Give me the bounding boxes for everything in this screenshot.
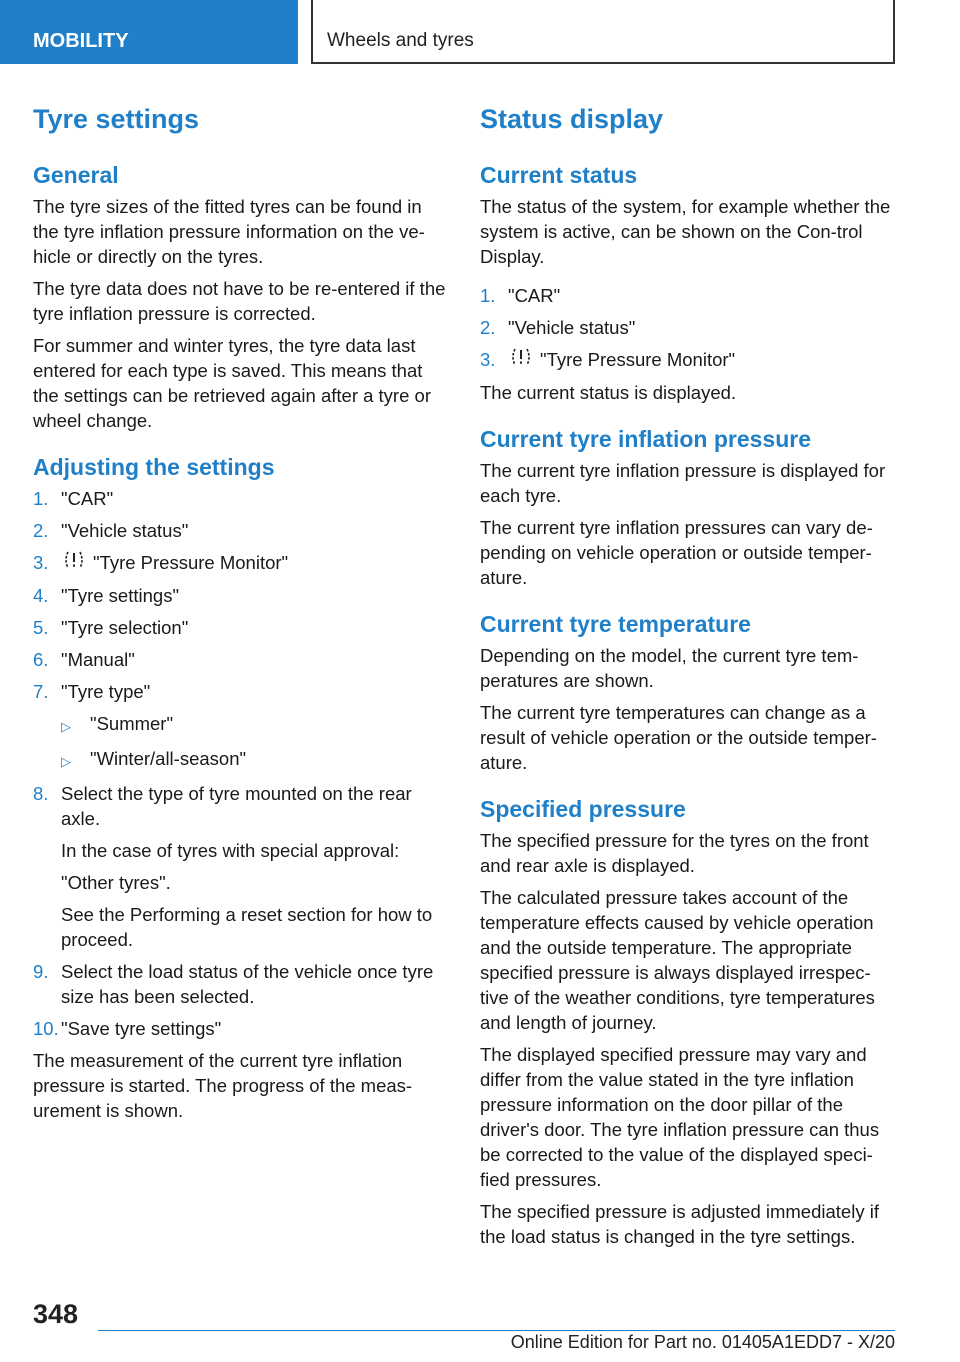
- edition-footer: Online Edition for Part no. 01405A1EDD7 - X/20: [510, 1332, 895, 1352]
- step-number: 9.: [33, 960, 49, 982]
- tyre-settings-title: Tyre settings: [33, 104, 200, 134]
- left-column: [33, 102, 448, 1142]
- general-heading: General: [33, 162, 119, 188]
- tyre-pressure-warning-icon: [510, 347, 532, 373]
- step-note: See the Performing a reset section for how to proceed.: [61, 903, 433, 950]
- triangle-bullet-icon: ▷: [61, 718, 71, 734]
- adjusting-steps-list: [33, 486, 448, 1041]
- tyre-type-options: [61, 711, 448, 774]
- list-item: [61, 711, 448, 739]
- right-column: [480, 102, 895, 1268]
- general-section: [33, 160, 448, 433]
- page-number: 348: [33, 1299, 79, 1329]
- paragraph: The specified pressure is adjusted immediately if the load status is changed in the tyre settings.: [480, 1200, 879, 1247]
- step-text: "Save tyre settings": [61, 1017, 222, 1039]
- step-text: "Vehicle status": [508, 317, 636, 338]
- adjusting-heading: Adjusting the settings: [33, 454, 275, 480]
- list-item: [480, 283, 895, 308]
- list-item: [33, 583, 448, 608]
- header-section-label: MOBILITY: [33, 30, 129, 52]
- specified-pressure-heading: Specified pressure: [480, 795, 686, 822]
- list-item: [33, 959, 448, 1009]
- list-item: [480, 315, 895, 340]
- list-item: [33, 550, 448, 576]
- option-text: "Winter/all-season": [90, 747, 247, 769]
- inflation-pressure-heading: Current tyre inflation pressure: [480, 425, 812, 452]
- status-display-title: Status display: [480, 104, 664, 134]
- paragraph: The current tyre temperatures can change as a result of vehicle operation or the outside temper-ature.: [480, 701, 877, 773]
- list-item: [33, 615, 448, 640]
- step-number: 10.: [33, 1017, 59, 1039]
- list-item: [33, 647, 448, 672]
- step-text: "Tyre Pressure Monitor": [93, 552, 289, 573]
- paragraph: The calculated pressure takes account of the temperature effects caused by vehicle operation and the outside temperature. The appropriate specified pressure is always displayed irrespec-tive of the weather conditions, tyre temperatures and length of journey.: [480, 886, 875, 1033]
- list-item: [33, 1016, 448, 1041]
- step-note: "Other tyres".: [61, 871, 171, 893]
- current-status-steps-list: [480, 283, 895, 373]
- paragraph: The current tyre inflation pressures can vary de-pending on vehicle operation or outside temper-ature.: [480, 516, 873, 588]
- step-number: 7.: [33, 680, 49, 702]
- step-text: Select the type of tyre mounted on the rear axle.: [61, 782, 412, 829]
- paragraph: The tyre data does not have to be re-entered if the tyre inflation pressure is corrected.: [33, 278, 446, 324]
- step-text: "Manual": [61, 648, 135, 670]
- adjusting-section: [33, 452, 448, 1123]
- inflation-pressure-section: [480, 424, 895, 590]
- list-item: [61, 746, 448, 774]
- step-number: 1.: [480, 285, 496, 306]
- step-number: 2.: [480, 317, 496, 338]
- step-number: 8.: [33, 782, 49, 804]
- paragraph: For summer and winter tyres, the tyre data last entered for each type is saved. This means that the settings can be retrieved again after a tyre or wheel change.: [33, 335, 431, 431]
- paragraph: The current status is displayed.: [480, 381, 737, 403]
- step-text: "Tyre selection": [61, 616, 189, 638]
- step-text: "Tyre type": [61, 680, 151, 702]
- paragraph: The status of the system, for example whether the system is active, can be shown on the Con-trol Display.: [480, 196, 891, 267]
- tyre-temperature-heading: Current tyre temperature: [480, 610, 751, 637]
- list-item: [33, 486, 448, 511]
- tyre-pressure-warning-icon: [63, 550, 85, 576]
- step-number: 4.: [33, 584, 49, 606]
- paragraph: The displayed specified pressure may vary and differ from the value stated in the tyre inflation pressure information on the door pillar of the driver's door. The tyre inflation pressure can thus be corrected to the value of the displayed speci-fied pressures.: [480, 1043, 880, 1190]
- paragraph: The tyre sizes of the fitted tyres can be found in the tyre inflation pressure information on the ve-hicle or directly on the tyres.: [33, 196, 425, 267]
- list-item: [33, 679, 448, 774]
- header-section-tab: [0, 0, 298, 64]
- triangle-bullet-icon: ▷: [61, 753, 71, 769]
- step-number: 6.: [33, 648, 49, 670]
- step-number: 3.: [33, 552, 49, 573]
- step-text: "Tyre settings": [61, 584, 180, 606]
- step-text: "CAR": [508, 285, 561, 306]
- step-note: In the case of tyres with special approval:: [61, 839, 400, 861]
- current-status-heading: Current status: [480, 162, 638, 188]
- step-text: "Tyre Pressure Monitor": [540, 349, 736, 370]
- step-text: Select the load status of the vehicle once tyre size has been selected.: [61, 960, 434, 1007]
- header-chapter-label: Wheels and tyres: [327, 30, 474, 51]
- option-text: "Summer": [90, 712, 174, 734]
- step-number: 3.: [480, 349, 496, 370]
- header-chapter-tab: [311, 0, 895, 64]
- step-text: "CAR": [61, 488, 114, 509]
- step-number: 2.: [33, 520, 49, 541]
- list-item: [480, 347, 895, 373]
- paragraph: The current tyre inflation pressure is displayed for each tyre.: [480, 459, 886, 506]
- current-status-section: [480, 160, 895, 405]
- list-item: [33, 781, 448, 952]
- paragraph: The measurement of the current tyre inflation pressure is started. The progress of the meas-urement is shown.: [33, 1049, 413, 1121]
- list-item: [33, 518, 448, 543]
- tyre-temperature-section: [480, 609, 895, 775]
- step-number: 5.: [33, 616, 49, 638]
- footer-divider: [98, 1330, 895, 1331]
- paragraph: The specified pressure for the tyres on the front and rear axle is displayed.: [480, 829, 869, 876]
- step-text: "Vehicle status": [61, 520, 189, 541]
- paragraph: Depending on the model, the current tyre tem-peratures are shown.: [480, 644, 859, 691]
- step-number: 1.: [33, 488, 49, 509]
- specified-pressure-section: [480, 794, 895, 1249]
